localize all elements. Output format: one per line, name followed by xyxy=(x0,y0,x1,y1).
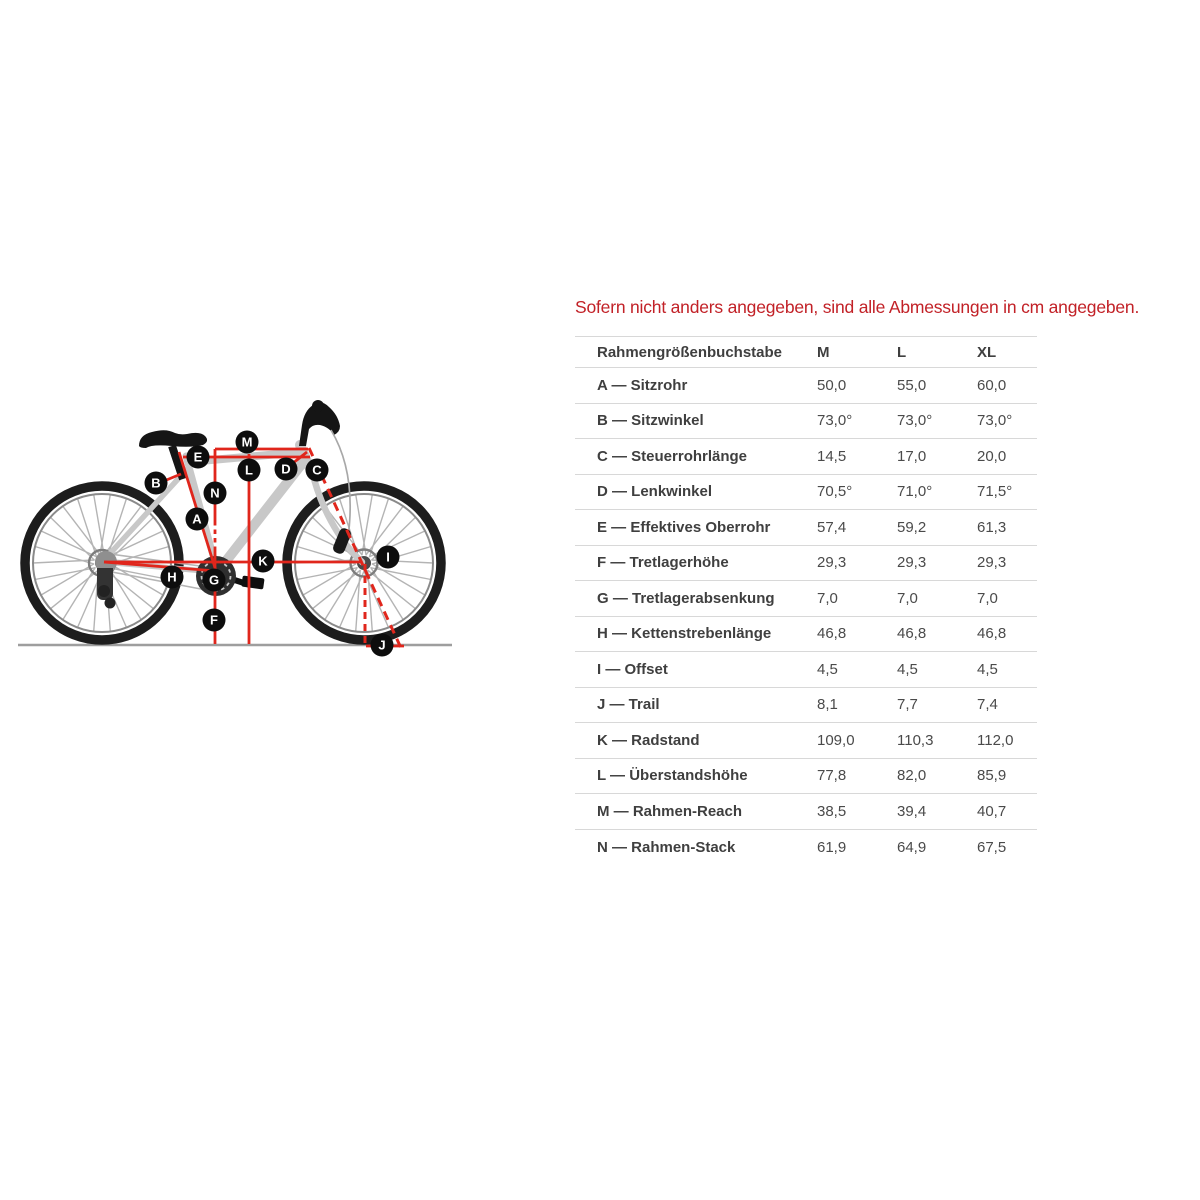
spec-value-l: 64,9 xyxy=(897,838,927,856)
spec-value-xl: 112,0 xyxy=(977,731,1014,749)
geometry-badge-f xyxy=(203,609,226,632)
spec-value-l: 7,0 xyxy=(897,589,918,607)
spec-row xyxy=(575,687,1037,723)
spec-row xyxy=(575,829,1037,865)
spec-row xyxy=(575,616,1037,652)
geometry-badge-d xyxy=(275,458,298,481)
spec-label: A — Sitzrohr xyxy=(597,376,688,394)
spec-value-m: 29,3 xyxy=(817,554,847,572)
geometry-badge-b xyxy=(145,472,168,495)
spec-label: H — Kettenstrebenlänge xyxy=(597,625,772,643)
spec-value-xl: 4,5 xyxy=(977,660,998,678)
spec-value-m: 57,4 xyxy=(817,518,847,536)
badge-letter: J xyxy=(378,637,386,653)
spec-value-l: 110,3 xyxy=(897,731,934,749)
spec-value-l: 29,3 xyxy=(897,554,927,572)
badge-letter: M xyxy=(241,434,253,450)
header-frame-size: Rahmengrößenbuchstabe xyxy=(597,343,783,361)
geometry-badge-l xyxy=(238,459,261,482)
spec-row xyxy=(575,723,1037,759)
badge-letter: A xyxy=(192,511,202,527)
spec-row xyxy=(575,545,1037,581)
geometry-badge-m xyxy=(236,431,259,454)
spec-label: F — Tretlagerhöhe xyxy=(597,554,729,572)
geometry-table xyxy=(575,336,1037,865)
units-note: Sofern nicht anders angegeben, sind alle Abmessungen in cm angegeben. xyxy=(575,297,1140,317)
spec-value-l: 59,2 xyxy=(897,518,927,536)
spec-label: J — Trail xyxy=(597,696,660,714)
spec-value-xl: 61,3 xyxy=(977,518,1007,536)
spec-row xyxy=(575,368,1037,404)
spec-value-l: 4,5 xyxy=(897,660,918,678)
spec-value-m: 8,1 xyxy=(817,696,838,714)
spec-label: E — Effektives Oberrohr xyxy=(597,518,771,536)
spec-label: B — Sitzwinkel xyxy=(597,412,704,430)
badge-letter: G xyxy=(208,572,220,588)
spec-row xyxy=(575,510,1037,546)
spec-value-m: 70,5° xyxy=(817,483,853,501)
spec-value-xl: 71,5° xyxy=(977,483,1013,501)
geometry-badge-g xyxy=(203,569,226,592)
spec-row xyxy=(575,474,1037,510)
spec-value-xl: 7,0 xyxy=(977,589,998,607)
spec-value-xl: 7,4 xyxy=(977,696,998,714)
spec-value-m: 61,9 xyxy=(817,838,847,856)
spec-value-xl: 85,9 xyxy=(977,767,1007,785)
spec-row xyxy=(575,581,1037,617)
spec-row xyxy=(575,652,1037,688)
spec-value-l: 71,0° xyxy=(897,483,933,501)
geometry-badge-k xyxy=(252,550,275,573)
spec-value-xl: 29,3 xyxy=(977,554,1007,572)
spec-value-xl: 46,8 xyxy=(977,625,1007,643)
spec-value-m: 14,5 xyxy=(817,447,847,465)
badge-letter: E xyxy=(193,449,203,465)
spec-value-xl: 60,0 xyxy=(977,376,1007,394)
spec-row xyxy=(575,403,1037,439)
geometry-badge-h xyxy=(161,566,184,589)
badge-letter: K xyxy=(258,553,268,569)
spec-value-m: 46,8 xyxy=(817,625,847,643)
geometry-badge-e xyxy=(187,446,210,469)
spec-label: G — Tretlagerabsenkung xyxy=(597,589,775,607)
badge-letter: L xyxy=(245,462,253,478)
badge-letter: F xyxy=(210,612,218,628)
spec-value-l: 17,0 xyxy=(897,447,927,465)
header-size-l: L xyxy=(897,343,907,361)
badge-letter: D xyxy=(281,461,291,477)
spec-value-m: 77,8 xyxy=(817,767,847,785)
geometry-badge-a xyxy=(186,508,209,531)
spec-label: D — Lenkwinkel xyxy=(597,483,713,501)
header-size-xl: XL xyxy=(977,343,997,361)
spec-header-row xyxy=(575,337,1037,368)
spec-value-l: 82,0 xyxy=(897,767,927,785)
geometry-badge-i xyxy=(377,546,400,569)
geometry-badge-n xyxy=(204,482,227,505)
badge-letter: B xyxy=(151,475,161,491)
spec-label: N — Rahmen-Stack xyxy=(597,838,736,856)
spec-value-xl: 73,0° xyxy=(977,412,1013,430)
spec-value-m: 38,5 xyxy=(817,802,847,820)
badge-letter: C xyxy=(312,462,322,478)
spec-value-xl: 67,5 xyxy=(977,838,1007,856)
spec-value-xl: 40,7 xyxy=(977,802,1007,820)
spec-label: M — Rahmen-Reach xyxy=(597,802,743,820)
spec-value-l: 55,0 xyxy=(897,376,927,394)
saddle xyxy=(139,430,207,448)
geometry-badge-c xyxy=(306,459,329,482)
spec-label: I — Offset xyxy=(597,660,668,678)
geometry-badge-j xyxy=(371,634,394,657)
spec-row xyxy=(575,439,1037,475)
spec-value-xl: 20,0 xyxy=(977,447,1007,465)
spec-value-m: 50,0 xyxy=(817,376,847,394)
badge-letter: N xyxy=(210,485,220,501)
spec-value-l: 39,4 xyxy=(897,802,927,820)
header-size-m: M xyxy=(817,343,830,361)
spec-value-m: 7,0 xyxy=(817,589,838,607)
spec-row xyxy=(575,758,1037,794)
spec-value-l: 73,0° xyxy=(897,412,933,430)
spec-value-m: 73,0° xyxy=(817,412,853,430)
pedal xyxy=(241,576,264,590)
spec-row xyxy=(575,794,1037,830)
spec-value-m: 109,0 xyxy=(817,731,855,749)
badge-letter: H xyxy=(167,569,177,585)
spec-value-m: 4,5 xyxy=(817,660,838,678)
badge-letter: I xyxy=(386,549,390,565)
spec-value-l: 46,8 xyxy=(897,625,927,643)
spec-value-l: 7,7 xyxy=(897,696,918,714)
spec-label: L — Überstandshöhe xyxy=(597,767,748,785)
spec-label: C — Steuerrohrlänge xyxy=(597,447,748,465)
bike-geometry-diagram xyxy=(0,395,470,665)
spec-label: K — Radstand xyxy=(597,731,700,749)
